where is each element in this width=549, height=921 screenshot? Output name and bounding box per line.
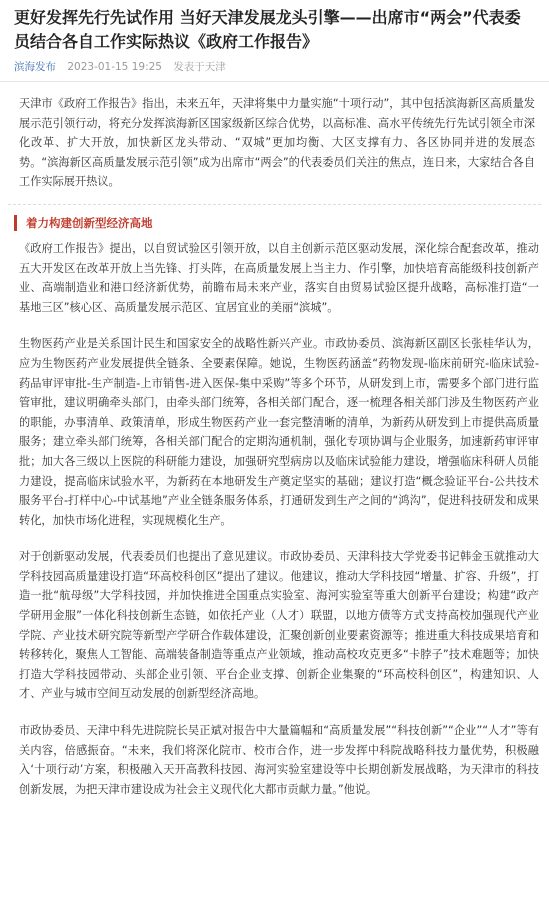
intro-paragraph: 天津市《政府工作报告》指出，未来五年，天津将集中力量实施“十项行动”，其中包括滨海新区高质量发展示范引领行动，将充分发挥滨海新区国家级新区综合优势，以高标准、高水平传统先行先试引领全市深化改革、扩大开放，加快新区龙头带动、“双城”更加均衡、大区支撑有力、各区协同并进的发展态势。“滨海新区高质量发展示范引领”成为出席市“两会”的代表委员们关注的焦点，连日来，大家结合各自工作实际展开热议。 xyxy=(19,97,535,189)
body-paragraph: 《政府工作报告》提出，以自贸试验区引领开放，以自主创新示范区驱动发展，深化综合配套改革，推动五大开发区在改革开放上当先锋、打头阵，在高质量发展上当主力、作引擎，加快培育高能级科技创新产业、高端制造业和港口经济新优势，前瞻布局未来产业，落实自由贸易试验区提升战略，高标准打造“一基地三区”核心区、高质量发展示范区、宜居宜业的美丽“滨城”。 xyxy=(19,241,539,314)
article-title: 更好发挥先行先试作用 当好天津发展龙头引擎——出席市“两会”代表委员结合各自工作实际热议《政府工作报告》 xyxy=(14,8,521,51)
body-paragraph: 生物医药产业是关系国计民生和国家安全的战略性新兴产业。市政协委员、滨海新区副区长张桂华认为，应为生物医药产业发展提供全链条、全要素保障。她说，生物医药涵盖“药物发现-临床前研究-临床试验-药品审评审批-生产制造-上市销售-进入医保-集中采购”等多个环节，从研发到上市，需要多个部门进行监管审批，建议明确牵头部门，由牵头部门统筹，各相关部门配合，逐一梳理各相关部门涉及生物医药产业的职能，办事清单、政策清单，形成生物医药产业一套完整清晰的清单，为新药从研发到上市提供高质量服务；建立牵头部门统筹，各相关部门配合的定期沟通机制，强化专项协调与企业服务，加速新药审评审批；加大各三级以上医院的科研能力建设，加强研究型病房以及临床试验能力建设，增强临床科研人员能力建设，提高临床试验水平，为新药在本地研发生产奠定坚实的基础；建议打造“概念验证平台-公共技术服务平台-打样中心-中试基地”产业全链条服务体系，打通研发到生产之间的“鸿沟”，促进科技研发和成果转化，加快市场化进程，实现规模化生产。 xyxy=(19,337,539,527)
publish-datetime: 2023-01-15 19:25 xyxy=(67,61,162,73)
section-heading: 着力构建创新型经济高地 xyxy=(14,215,549,231)
article-body xyxy=(0,239,549,799)
section-divider xyxy=(8,204,541,205)
article-meta xyxy=(0,54,549,82)
body-paragraph: 市政协委员、天津中科先进院院长吴正斌对报告中大量篇幅和“高质量发展”“科技创新”“企业”“人才”等有关内容，倍感振奋。“未来，我们将深化院市、校市合作，进一步发挥中科院战略科技力量优势，积极融入‘十项行动’方案，积极融入天开高教科技园、海河实验室建设等中长期创新发展战略，为天津市的科技创新发展，为把天津市建设成为社会主义现代化大都市贡献力量。”他说。 xyxy=(19,724,539,796)
body-paragraph: 对于创新驱动发展，代表委员们也提出了意见建议。市政协委员、天津科技大学党委书记韩金玉就推动大学科技园高质量建设打造“环高校科创区”提出了建议。他建议，推动大学科技园“增量、扩容、升级”，打造一批“航母级”大学科技园，并加快推进全国重点实验室、海河实验室等重大创新平台建设；构建“政产学研用金服”一体化科技创新生态链，如依托产业（人才）联盟，以地方债等方式支持高校加强现代产业学院、产业技术研究院等新型产学研合作载体建设，汇聚创新创业要素资源等；推进重大科技成果培育和转移转化，聚焦人工智能、高端装备制造等重点产业领域，推动高校攻克更多“卡脖子”技术难题等；加快打造大学科技园带动、头部企业引领、平台企业支撑、创新企业集聚的“环高校科创区”，构建知识、人才、产业与城市空间互动发展的创新型经济高地。 xyxy=(19,550,539,701)
publish-location: 发表于天津 xyxy=(173,61,226,73)
article-source-link[interactable]: 滨海发布 xyxy=(14,61,56,73)
